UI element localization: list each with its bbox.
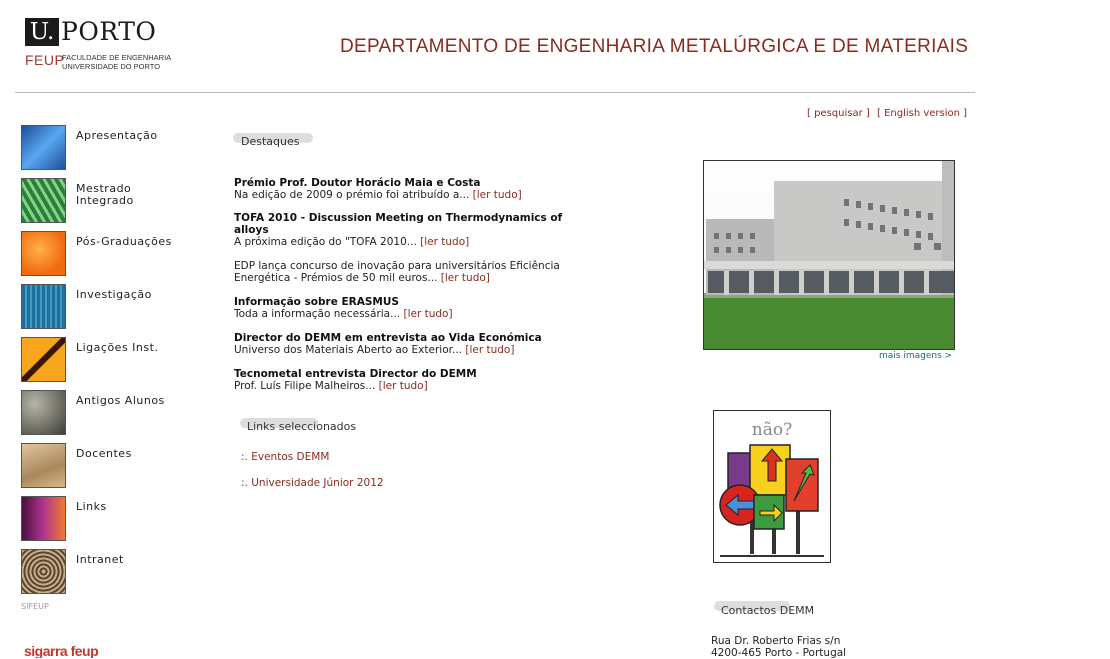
- teal-texture-thumbnail: [21, 284, 66, 329]
- department-title: DEPARTAMENTO DE ENGENHARIA METALÚRGICA E DE MATERIAIS: [340, 36, 969, 57]
- search-link[interactable]: [ pesquisar ]: [807, 108, 870, 119]
- news-item: [234, 260, 569, 284]
- news-text: EDP lança concurso de inovação para universitários Eficiência Energética - Prémios de 50 mil euros...: [234, 260, 560, 284]
- nav-item-ligacoes-inst[interactable]: [21, 337, 211, 385]
- nav-item-investigacao[interactable]: [21, 284, 211, 332]
- nao-text: não?: [751, 420, 793, 440]
- orange-black-thumbnail: [21, 337, 66, 382]
- read-more-link[interactable]: [ler tudo]: [378, 380, 428, 392]
- more-images-link[interactable]: mais imagens >: [879, 351, 953, 361]
- nav-item-mestrado-integrado[interactable]: [21, 178, 211, 226]
- news-text: Toda a informação necessária...: [234, 308, 401, 320]
- building-photo[interactable]: [703, 160, 955, 350]
- nav-item-pos-graduacoes[interactable]: [21, 231, 211, 279]
- news-text: A próxima edição do "TOFA 2010...: [234, 236, 417, 248]
- beige-texture-thumbnail: [21, 443, 66, 488]
- news-title[interactable]: Prémio Prof. Doutor Horácio Maia e Costa: [234, 177, 481, 189]
- news-title[interactable]: Director do DEMM em entrevista ao Vida Económica: [234, 332, 542, 344]
- nav-item-antigos-alunos[interactable]: [21, 390, 211, 438]
- purple-texture-thumbnail: [21, 496, 66, 541]
- nav-label: Antigos Alunos: [76, 394, 165, 407]
- orange-texture-thumbnail: [21, 231, 66, 276]
- news-title[interactable]: Tecnometal entrevista Director do DEMM: [234, 368, 477, 380]
- read-more-link[interactable]: [ler tudo]: [472, 189, 522, 201]
- news-item: [234, 177, 574, 201]
- read-more-link[interactable]: [ler tudo]: [440, 272, 490, 284]
- links-section-title: Links seleccionados: [247, 420, 357, 433]
- news-text: Na edição de 2009 o prémio foi atribuído a...: [234, 189, 470, 201]
- header-divider: [15, 92, 975, 93]
- read-more-link[interactable]: [ler tudo]: [465, 344, 515, 356]
- nav-item-apresentacao[interactable]: [21, 125, 211, 173]
- nav-item-docentes[interactable]: [21, 443, 211, 491]
- logo-faculty-text: FACULDADE DE ENGENHARIA UNIVERSIDADE DO PORTO: [62, 53, 172, 71]
- nao-signpost-image[interactable]: [713, 410, 831, 563]
- link-eventos-demm[interactable]: :. Eventos DEMM: [241, 451, 330, 463]
- news-item: [234, 212, 564, 248]
- nav-label: Pós-Graduações: [76, 235, 172, 248]
- top-links: [807, 108, 971, 119]
- nav-label: Ligações Inst.: [76, 341, 159, 354]
- news-item: [234, 296, 574, 320]
- link-universidade-junior[interactable]: :. Universidade Júnior 2012: [241, 477, 384, 489]
- read-more-link[interactable]: [ler tudo]: [403, 308, 453, 320]
- logo-u-box: U.: [25, 18, 59, 46]
- nav-label: Investigação: [76, 288, 152, 301]
- nav-label: Links: [76, 500, 107, 513]
- green-texture-thumbnail: [21, 178, 66, 223]
- stone-texture-thumbnail: [21, 390, 66, 435]
- contacts-title: Contactos DEMM: [721, 604, 815, 617]
- news-title[interactable]: TOFA 2010 - Discussion Meeting on Thermodynamics of alloys: [234, 212, 563, 236]
- nav-label: Intranet: [76, 553, 124, 566]
- blue-texture-thumbnail: [21, 125, 66, 170]
- nav-item-intranet[interactable]: [21, 549, 211, 597]
- news-text: Prof. Luís Filipe Malheiros...: [234, 380, 376, 392]
- english-version-link[interactable]: [ English version ]: [876, 108, 968, 119]
- destaques-title: Destaques: [241, 135, 300, 148]
- sigarra-logo[interactable]: [24, 642, 114, 658]
- nav-label: Apresentação: [76, 129, 158, 142]
- logo-porto-text: PORTO: [61, 17, 157, 46]
- sifeup-label[interactable]: SIFEUP: [21, 602, 49, 611]
- read-more-link[interactable]: [ler tudo]: [420, 236, 470, 248]
- nav-label: Docentes: [76, 447, 132, 460]
- mesh-texture-thumbnail: [21, 549, 66, 594]
- uporto-feup-logo[interactable]: [24, 16, 184, 76]
- news-text: Universo dos Materiais Aberto ao Exterior...: [234, 344, 462, 356]
- logo-feup-text: FEUP: [25, 52, 65, 68]
- news-item: [234, 368, 574, 392]
- nav-label: Mestrado Integrado: [76, 182, 134, 207]
- news-item: [234, 332, 574, 356]
- nav-item-links[interactable]: [21, 496, 211, 544]
- news-title[interactable]: Informação sobre ERASMUS: [234, 296, 399, 308]
- svg-text:sigarra feup: sigarra feup: [24, 643, 99, 658]
- contact-address: Rua Dr. Roberto Frias s/n 4200-465 Porto - Portugal: [711, 635, 847, 659]
